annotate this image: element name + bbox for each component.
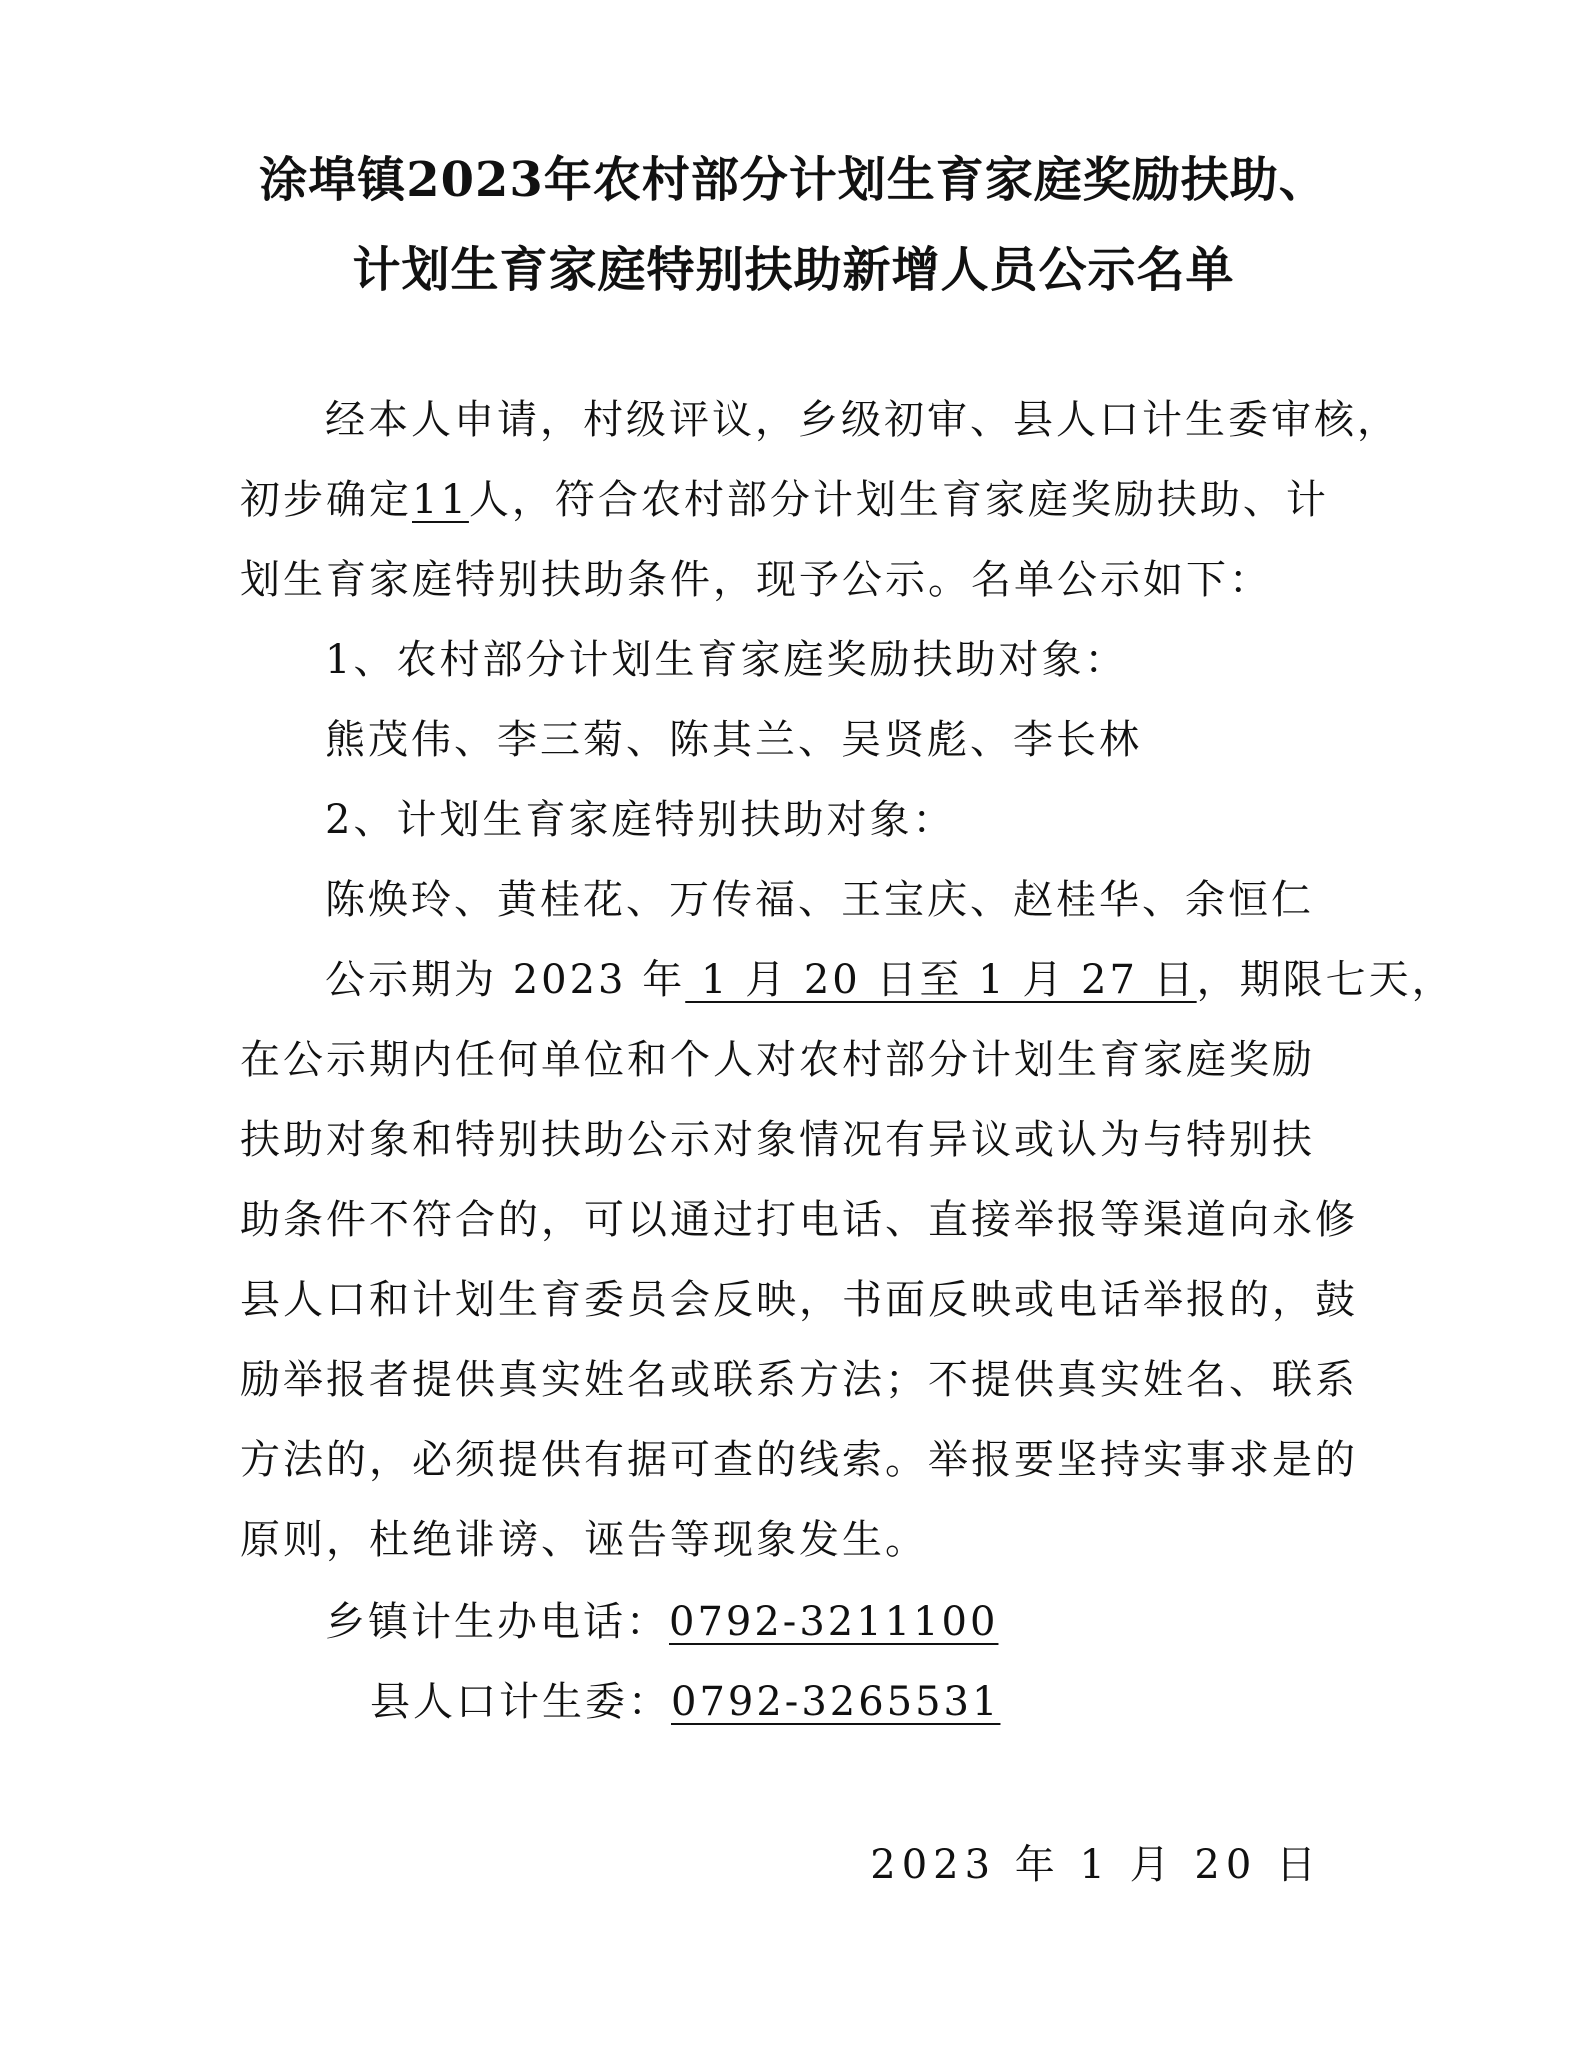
notice-period-dates: 1 月 20 日至 1 月 27 日: [685, 957, 1197, 1003]
intro-line-3: 划生育家庭特别扶助条件，现予公示。名单公示如下：: [240, 557, 1272, 603]
section-2-heading: 2、计划生育家庭特别扶助对象：: [325, 797, 956, 843]
section-1-heading: 1、农村部分计划生育家庭奖励扶助对象：: [325, 637, 1128, 683]
intro-line-2: [240, 472, 1350, 528]
document-title-line-2: 计划生育家庭特别扶助新增人员公示名单: [352, 242, 1235, 298]
notice-line-2: 在公示期内任何单位和个人对农村部分计划生育家庭奖励: [240, 1037, 1315, 1083]
intro-line-2-suffix: 人，符合农村部分计划生育家庭奖励扶助、计: [468, 477, 1329, 523]
township-contact-label: 乡镇计生办电话：: [325, 1599, 669, 1645]
document-title-line-1: 涂埠镇2023年农村部分计划生育家庭奖励扶助、: [259, 152, 1328, 208]
notice-period-suffix: ，期限七天，: [1196, 957, 1455, 1003]
section-1-names: 熊茂伟、李三菊、陈其兰、吴贤彪、李长林: [325, 717, 1142, 763]
notice-line-6: 励举报者提供真实姓名或联系方法；不提供真实姓名、联系: [240, 1357, 1358, 1403]
county-contact-label: 县人口计生委：: [370, 1679, 671, 1725]
document-date: 2023 年 1 月 20 日: [870, 1842, 1322, 1888]
section-2-names: 陈焕玲、黄桂花、万传福、王宝庆、赵桂华、余恒仁: [325, 877, 1314, 923]
notice-period-prefix: 公示期为 2023 年: [325, 957, 686, 1003]
township-contact: [325, 1594, 1435, 1650]
county-phone: 0792-3265531: [671, 1679, 1001, 1725]
county-contact: [370, 1674, 1480, 1730]
notice-line-1: [325, 952, 1455, 1008]
notice-line-7: 方法的，必须提供有据可查的线索。举报要坚持实事求是的: [240, 1437, 1358, 1483]
intro-line-1: 经本人申请，村级评议，乡级初审、县人口计生委审核，: [325, 397, 1400, 443]
notice-line-4: 助条件不符合的，可以通过打电话、直接举报等渠道向永修: [240, 1197, 1358, 1243]
intro-line-2-prefix: 初步确定: [240, 477, 412, 523]
notice-line-8: 原则，杜绝诽谤、诬告等现象发生。: [240, 1517, 928, 1563]
notice-line-5: 县人口和计划生育委员会反映，书面反映或电话举报的，鼓: [240, 1277, 1358, 1323]
township-phone: 0792-3211100: [669, 1599, 999, 1645]
notice-line-3: 扶助对象和特别扶助公示对象情况有异议或认为与特别扶: [240, 1117, 1315, 1163]
confirmed-count: 11: [412, 477, 469, 523]
